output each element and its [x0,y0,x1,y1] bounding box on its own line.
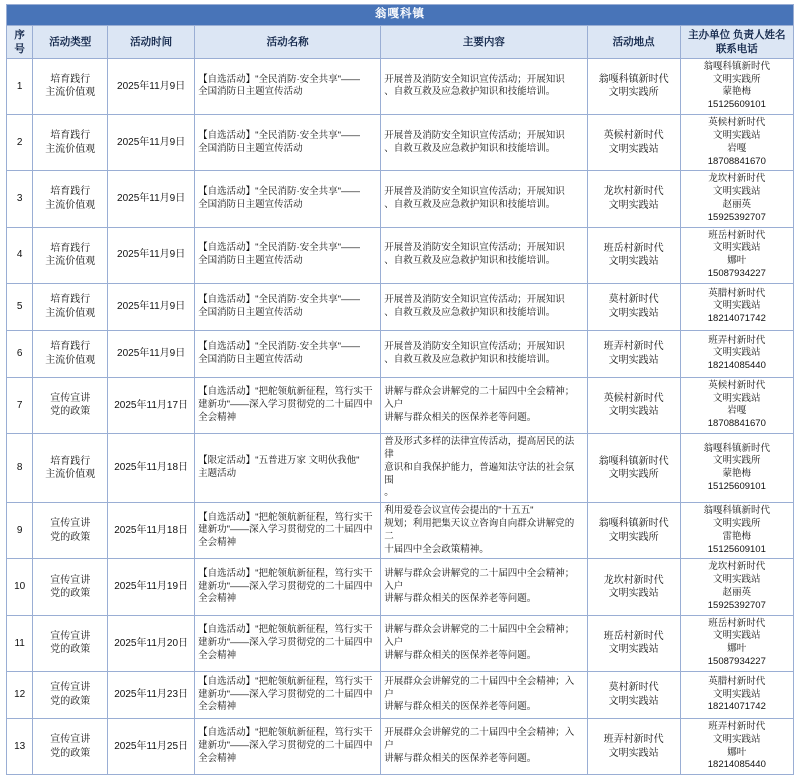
cell-activity-place-line: 班岳村新时代 [603,630,664,642]
table-title-row [7,5,794,26]
cell-activity-place [587,559,680,615]
cell-organizer-line: 18214085440 [707,759,766,771]
cell-activity-type-line: 主流价值观 [45,469,96,481]
cell-activity-name [195,503,381,559]
cell-activity-type-line: 培育践行 [50,341,91,353]
cell-activity-place-line: 文明实践站 [608,256,659,268]
cell-activity-type [33,227,108,283]
cell-activity-time: 2025年11月9日 [108,171,195,227]
cell-organizer-line: 翁嘎科镇新时代 [703,60,771,72]
cell-main-content [381,171,587,227]
cell-activity-name [195,671,381,718]
cell-organizer-line: 15087934227 [707,268,766,280]
cell-activity-type [33,58,108,114]
cell-activity-name-line: 全会精神 [198,701,237,713]
cell-organizer [680,671,793,718]
cell-activity-name-line: 建新功"——深入学习贯彻党的二十届四中 [198,580,373,592]
cell-activity-place-line: 翁嘎科镇新时代 [598,518,669,530]
cell-activity-time: 2025年11月9日 [108,330,195,377]
cell-activity-place-line: 班岳村新时代 [603,242,664,254]
table-row [7,377,794,433]
cell-main-content-line: 讲解与群众相关的医保养老等问题。 [384,411,537,423]
cell-organizer [680,615,793,671]
cell-main-content [381,377,587,433]
cell-activity-name-line: 全国消防日主题宣传活动 [198,306,303,318]
cell-index: 5 [7,283,33,330]
cell-organizer-line: 18214071742 [707,313,766,325]
cell-activity-type-line: 主流价值观 [45,87,96,99]
cell-index: 10 [7,559,33,615]
cell-organizer-line: 文明实践所 [713,517,761,529]
cell-activity-place-line: 文明实践站 [608,354,659,366]
cell-activity-type [33,330,108,377]
cell-organizer-line: 15125609101 [707,480,766,492]
cell-activity-type-line: 培育践行 [50,130,91,142]
table-row [7,671,794,718]
cell-activity-name [195,283,381,330]
cell-activity-type-line: 党的政策 [50,695,91,707]
cell-activity-time: 2025年11月9日 [108,58,195,114]
cell-activity-time: 2025年11月9日 [108,115,195,171]
cell-activity-place-line: 莫村新时代 [608,682,659,694]
cell-main-content-line: 讲解与群众会讲解党的二十届四中全会精神；入户 [384,567,575,592]
cell-index: 8 [7,434,33,503]
cell-index: 2 [7,115,33,171]
cell-activity-place-line: 文明实践站 [608,307,659,319]
cell-activity-name-line: 【自选活动】"把舵领航新征程，笃行实干 [198,511,373,523]
cell-activity-name-line: 全会精神 [198,752,237,764]
activity-schedule-table [6,4,794,775]
cell-activity-time: 2025年11月17日 [108,377,195,433]
cell-organizer-line: 蒙艳梅 [722,86,752,98]
cell-main-content-line: 、自救互救及应急救护知识和技能培训。 [384,142,556,154]
cell-activity-type [33,559,108,615]
cell-organizer-line: 雷艳梅 [722,530,752,542]
cell-organizer-line: 文明实践站 [713,129,761,141]
cell-index: 1 [7,58,33,114]
cell-index: 11 [7,615,33,671]
cell-main-content-line: 开展群众会讲解党的二十届四中全会精神；入户 [384,727,575,752]
cell-activity-type-line: 培育践行 [50,73,91,85]
col-header-type: 活动类型 [33,25,108,58]
cell-organizer-line: 文明实践站 [713,392,761,404]
cell-organizer-line: 文明实践站 [713,347,761,359]
cell-organizer-line: 岩嘎 [727,142,747,154]
cell-activity-type-line: 主流价值观 [45,199,96,211]
col-header-index: 序号 [7,25,33,58]
cell-main-content-line: 、自救互救及应急救护知识和技能培训。 [384,353,556,365]
cell-main-content [381,671,587,718]
cell-main-content [381,58,587,114]
cell-activity-place [587,377,680,433]
cell-organizer-line: 18214085440 [707,360,766,372]
cell-activity-place-line: 班弄村新时代 [603,734,664,746]
cell-activity-place [587,283,680,330]
cell-organizer-line: 15125609101 [707,543,766,555]
cell-organizer-line: 龙坎村新时代 [708,561,766,573]
cell-activity-place-line: 英候村新时代 [603,392,664,404]
cell-activity-time: 2025年11月18日 [108,503,195,559]
cell-main-content-line: 规划；利用把集天议立咨询自向群众讲解党的二 [384,517,575,542]
cell-organizer-line: 文明实践站 [713,186,761,198]
cell-activity-place-line: 文明实践站 [608,143,659,155]
cell-activity-time: 2025年11月9日 [108,283,195,330]
cell-activity-name [195,330,381,377]
cell-activity-name [195,58,381,114]
table-body [7,58,794,774]
cell-organizer [680,171,793,227]
cell-activity-name-line: 【自选活动】"把舵领航新征程，笃行实干 [198,675,373,687]
cell-organizer-line: 文明实践站 [713,630,761,642]
table-row [7,503,794,559]
col-header-org-line2: 负责人姓名 [733,28,786,41]
cell-organizer-line: 娜叶 [727,255,747,267]
table-row [7,718,794,774]
cell-main-content-line: 、自救互救及应急救护知识和技能培训。 [384,255,556,267]
cell-activity-name [195,718,381,774]
cell-activity-type-line: 党的政策 [50,588,91,600]
cell-activity-type-line: 宣传宣讲 [50,734,91,746]
cell-activity-place-line: 英候村新时代 [603,130,664,142]
col-header-place [587,25,680,58]
cell-organizer-line: 文明实践所 [713,73,761,85]
cell-organizer-line: 文明实践站 [713,733,761,745]
cell-main-content-line: 十届四中全会政策精神。 [384,543,489,555]
cell-main-content-line: 讲解与群众相关的医保养老等问题。 [384,752,537,764]
cell-organizer-line: 赵丽英 [722,198,752,210]
cell-activity-type-line: 培育践行 [50,294,91,306]
cell-activity-name-line: 全会精神 [198,411,237,423]
cell-activity-type [33,503,108,559]
cell-activity-type-line: 党的政策 [50,531,91,543]
cell-main-content [381,115,587,171]
cell-organizer-line: 文明实践站 [713,688,761,700]
cell-activity-place-line: 文明实践站 [608,644,659,656]
cell-activity-name-line: 建新功"——深入学习贯彻党的二十届四中 [198,399,373,411]
cell-activity-name-line: 建新功"——深入学习贯彻党的二十届四中 [198,524,373,536]
cell-main-content-line: 开展普及消防安全知识宣传活动；开展知识 [384,129,565,141]
cell-activity-time: 2025年11月25日 [108,718,195,774]
cell-index: 6 [7,330,33,377]
cell-activity-type-line: 主流价值观 [45,307,96,319]
cell-activity-name-line: 【自选活动】"全民消防·安全共享"—— [198,341,361,353]
cell-main-content-line: 普及形式多样的法律宣传活动，提高居民的法律 [384,436,575,460]
cell-main-content-line: 开展普及消防安全知识宣传活动；开展知识 [384,341,565,353]
cell-organizer-line: 蒙艳梅 [722,468,752,480]
cell-main-content-line: 开展普及消防安全知识宣传活动；开展知识 [384,294,565,306]
cell-activity-type [33,718,108,774]
cell-activity-name [195,227,381,283]
cell-activity-name-line: 【自选活动】"把舵领航新征程，笃行实干 [198,386,373,398]
cell-index: 13 [7,718,33,774]
col-header-org-line3: 联系电话 [715,42,758,55]
col-header-name: 活动名称 [195,25,381,58]
cell-activity-name-line: 【自选活动】"把舵领航新征程，笃行实干 [198,567,373,579]
cell-activity-place-line: 文明实践所 [608,469,659,481]
cell-activity-type [33,283,108,330]
cell-activity-type-line: 宣传宣讲 [50,630,91,642]
table-row [7,434,794,503]
cell-main-content-line: 意识和自我保护能力，普遍知法守法的社会氛围 [384,461,575,486]
cell-main-content-line: 开展群众会讲解党的二十届四中全会精神；入户 [384,675,575,700]
cell-organizer-line: 班岳村新时代 [708,617,766,629]
cell-activity-type-line: 宣传宣讲 [50,574,91,586]
cell-organizer-line: 班弄村新时代 [708,720,766,732]
cell-main-content-line: 、自救互救及应急救护知识和技能培训。 [384,86,556,98]
cell-activity-time: 2025年11月18日 [108,434,195,503]
cell-activity-time: 2025年11月9日 [108,227,195,283]
cell-activity-type-line: 培育践行 [50,455,91,467]
cell-activity-name-line: 全会精神 [198,593,237,605]
cell-main-content [381,559,587,615]
cell-activity-place-line: 莫村新时代 [608,294,659,306]
cell-activity-time: 2025年11月19日 [108,559,195,615]
cell-organizer-line: 娜叶 [727,746,747,758]
cell-organizer-line: 英候村新时代 [708,117,766,129]
cell-activity-name-line: 全国消防日主题宣传活动 [198,353,303,365]
table-row [7,330,794,377]
cell-organizer-line: 文明实践所 [713,455,761,467]
cell-organizer-line: 15087934227 [707,656,766,668]
cell-activity-type-line: 主流价值观 [45,354,96,366]
cell-organizer [680,283,793,330]
cell-activity-time: 2025年11月23日 [108,671,195,718]
cell-organizer-line: 15925392707 [707,599,766,611]
cell-activity-name-line: 【自选活动】"全民消防·安全共享"—— [198,242,361,254]
cell-activity-place-line: 文明实践站 [608,695,659,707]
cell-main-content-line: 讲解与群众会讲解党的二十届四中全会精神；入户 [384,624,575,648]
cell-index: 7 [7,377,33,433]
cell-organizer [680,227,793,283]
cell-activity-place [587,171,680,227]
table-row [7,615,794,671]
table-header-row [7,25,794,58]
cell-activity-place-line: 翁嘎科镇新时代 [598,73,669,85]
cell-main-content-line: 、自救互救及应急救护知识和技能培训。 [384,198,556,210]
cell-index: 9 [7,503,33,559]
cell-activity-place-line: 文明实践所 [608,531,659,543]
cell-main-content [381,615,587,671]
cell-activity-name [195,115,381,171]
cell-main-content [381,718,587,774]
cell-organizer [680,377,793,433]
cell-activity-place [587,115,680,171]
col-header-time: 活动时间 [108,25,195,58]
cell-activity-name-line: 【自选活动】"全民消防·安全共享"—— [198,186,361,198]
cell-main-content [381,330,587,377]
cell-activity-name [195,171,381,227]
cell-activity-place-line: 龙坎村新时代 [603,186,664,198]
cell-main-content-line: 开展普及消防安全知识宣传活动；开展知识 [384,242,565,254]
cell-activity-type-line: 党的政策 [50,644,91,656]
cell-organizer-line: 翁嘎科镇新时代 [703,442,771,454]
cell-index: 12 [7,671,33,718]
cell-activity-place [587,58,680,114]
cell-index: 3 [7,171,33,227]
cell-activity-place [587,434,680,503]
cell-main-content-line: 开展普及消防安全知识宣传活动；开展知识 [384,73,565,85]
cell-main-content-line: 讲解与群众相关的医保养老等问题。 [384,649,537,661]
cell-organizer [680,559,793,615]
cell-main-content-line: 。 [384,487,394,499]
cell-organizer [680,434,793,503]
cell-organizer [680,58,793,114]
cell-organizer-line: 18708841670 [707,418,766,430]
cell-activity-place [587,330,680,377]
cell-activity-type [33,671,108,718]
cell-organizer-line: 文明实践站 [713,242,761,254]
cell-organizer-line: 文明实践站 [713,574,761,586]
col-header-main: 主要内容 [381,25,587,58]
col-header-place-label: 活动地点 [612,35,655,48]
table-row [7,283,794,330]
cell-main-content-line: 、自救互救及应急救护知识和技能培训。 [384,306,556,318]
cell-activity-type-line: 培育践行 [50,186,91,198]
cell-activity-name-line: 建新功"——深入学习贯彻党的二十届四中 [198,740,373,752]
cell-activity-type-line: 培育践行 [50,242,91,254]
cell-activity-place [587,227,680,283]
cell-activity-place-line: 文明实践站 [608,747,659,759]
cell-activity-name-line: 【自选活动】"全民消防·安全共享"—— [198,294,361,306]
cell-organizer-line: 龙坎村新时代 [708,173,766,185]
cell-main-content-line: 讲解与群众相关的医保养老等问题。 [384,701,537,713]
cell-organizer-line: 班岳村新时代 [708,229,766,241]
cell-activity-name [195,615,381,671]
cell-activity-place-line: 文明实践站 [608,199,659,211]
cell-activity-type-line: 主流价值观 [45,256,96,268]
table-row [7,171,794,227]
cell-activity-place-line: 文明实践站 [608,406,659,418]
cell-organizer [680,503,793,559]
cell-activity-place-line: 班弄村新时代 [603,341,664,353]
cell-activity-name-line: 【自选活动】"把舵领航新征程，笃行实干 [198,624,373,636]
cell-organizer-line: 英腊村新时代 [708,675,766,687]
cell-activity-type [33,377,108,433]
cell-activity-name-line: 主题活动 [198,468,237,480]
cell-organizer-line: 18708841670 [707,155,766,167]
cell-organizer-line: 英候村新时代 [708,379,766,391]
cell-activity-place [587,671,680,718]
cell-organizer-line: 文明实践站 [713,300,761,312]
cell-activity-name-line: 【自选活动】"全民消防·安全共享"—— [198,73,361,85]
table-row [7,559,794,615]
cell-activity-place-line: 翁嘎科镇新时代 [598,455,669,467]
cell-activity-place [587,503,680,559]
table-row [7,115,794,171]
cell-main-content-line: 讲解与群众会讲解党的二十届四中全会精神；入户 [384,386,575,411]
cell-activity-type [33,434,108,503]
cell-main-content [381,283,587,330]
cell-index: 4 [7,227,33,283]
cell-activity-name-line: 【限定活动】"五普进万家 文明伙我他" [198,455,360,467]
page-title: 翁嘎科镇 [7,5,794,26]
cell-activity-name-line: 建新功"——深入学习贯彻党的二十届四中 [198,636,373,648]
cell-activity-type-line: 党的政策 [50,747,91,759]
cell-main-content-line: 讲解与群众相关的医保养老等问题。 [384,593,537,605]
cell-activity-type-line: 党的政策 [50,406,91,418]
cell-activity-name-line: 全国消防日主题宣传活动 [198,255,303,267]
cell-activity-type-line: 宣传宣讲 [50,392,91,404]
cell-main-content [381,227,587,283]
cell-activity-place-line: 文明实践所 [608,87,659,99]
cell-activity-name-line: 【自选活动】"把舵领航新征程，笃行实干 [198,727,373,739]
cell-activity-name-line: 全会精神 [198,537,237,549]
cell-activity-type-line: 主流价值观 [45,143,96,155]
cell-activity-place-line: 文明实践站 [608,588,659,600]
cell-activity-time: 2025年11月20日 [108,615,195,671]
cell-main-content [381,434,587,503]
cell-main-content-line: 利用爱卷会议宣传会提出的"十五五" [384,505,534,517]
cell-activity-name-line: 建新功"——深入学习贯彻党的二十届四中 [198,688,373,700]
cell-organizer-line: 岩嘎 [727,405,747,417]
table-row [7,227,794,283]
cell-activity-type [33,171,108,227]
cell-activity-name-line: 全会精神 [198,649,237,661]
cell-organizer [680,718,793,774]
cell-activity-place [587,615,680,671]
cell-activity-name-line: 【自选活动】"全民消防·安全共享"—— [198,129,361,141]
cell-organizer-line: 娜叶 [727,643,747,655]
cell-organizer [680,115,793,171]
cell-activity-name [195,559,381,615]
cell-activity-type [33,615,108,671]
cell-activity-name-line: 全国消防日主题宣传活动 [198,198,303,210]
cell-main-content-line: 开展普及消防安全知识宣传活动；开展知识 [384,186,565,198]
cell-organizer-line: 翁嘎科镇新时代 [703,505,771,517]
cell-activity-type [33,115,108,171]
cell-activity-type-line: 宣传宣讲 [50,518,91,530]
cell-organizer-line: 15125609101 [707,99,766,111]
cell-activity-name [195,377,381,433]
cell-organizer-line: 班弄村新时代 [708,334,766,346]
col-header-org-line1: 主办单位 [688,28,731,41]
cell-activity-type-line: 宣传宣讲 [50,682,91,694]
cell-organizer-line: 18214071742 [707,701,766,713]
cell-organizer-line: 英腊村新时代 [708,287,766,299]
cell-activity-place [587,718,680,774]
cell-activity-name-line: 全国消防日主题宣传活动 [198,142,303,154]
table-row [7,58,794,114]
col-header-org [680,25,793,58]
cell-organizer [680,330,793,377]
cell-activity-name [195,434,381,503]
cell-organizer-line: 赵丽英 [722,587,752,599]
cell-activity-name-line: 全国消防日主题宣传活动 [198,86,303,98]
cell-activity-place-line: 龙坎村新时代 [603,574,664,586]
cell-main-content [381,503,587,559]
cell-organizer-line: 15925392707 [707,211,766,223]
